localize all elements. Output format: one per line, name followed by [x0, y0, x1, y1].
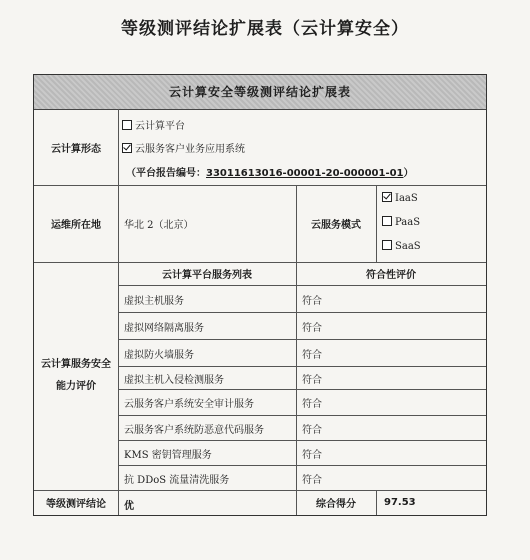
service-result: 符合 [302, 296, 322, 307]
service-name: 虚拟防火墙服务 [124, 350, 194, 361]
checkbox-checked-icon [122, 143, 132, 153]
checkbox-unchecked-icon [382, 216, 392, 226]
service-name: KMS 密钥管理服务 [124, 450, 212, 461]
capability-label: 云计算服务安全能力评价 [41, 359, 111, 392]
table-header: 云计算安全等级测评结论扩展表 [34, 75, 486, 110]
service-name: 虚拟网络隔离服务 [124, 323, 204, 334]
form-option-customer-system[interactable]: 云服务客户业务应用系统 [122, 140, 245, 155]
service-name: 抗 DDoS 流量清洗服务 [124, 475, 230, 486]
score-value: 97.53 [384, 497, 416, 508]
service-name: 云服务客户系统安全审计服务 [124, 399, 254, 410]
service-mode-label: 云服务模式 [311, 220, 361, 231]
checkbox-unchecked-icon [122, 120, 132, 130]
service-mode-saas[interactable]: SaaS [382, 240, 421, 252]
service-result: 符合 [302, 350, 322, 361]
conclusion-label: 等级测评结论 [46, 499, 106, 510]
service-result: 符合 [302, 425, 322, 436]
service-mode-paas[interactable]: PaaS [382, 216, 420, 228]
service-mode-iaas[interactable]: IaaS [382, 192, 418, 204]
service-list-header: 云计算平台服务列表 [162, 270, 252, 281]
conclusion-value: 优 [124, 501, 134, 512]
form-label: 云计算形态 [51, 143, 101, 155]
form-option-platform[interactable]: 云计算平台 [122, 117, 185, 132]
service-result: 符合 [302, 375, 322, 386]
document-title: 等级测评结论扩展表（云计算安全） [121, 19, 409, 39]
service-result: 符合 [302, 323, 322, 334]
assessment-table [33, 74, 487, 516]
service-result: 符合 [302, 450, 322, 461]
service-name: 虚拟主机入侵检测服务 [124, 375, 224, 386]
location-value: 华北 2（北京） [124, 220, 194, 231]
checkbox-unchecked-icon [382, 240, 392, 250]
location-label: 运维所在地 [51, 220, 101, 231]
checkbox-checked-icon [382, 192, 392, 202]
platform-report-number: （平台报告编号：33011613016-00001-20-000001-01） [126, 168, 414, 179]
service-result: 符合 [302, 399, 322, 410]
service-name: 虚拟主机服务 [124, 296, 184, 307]
service-name: 云服务客户系统防恶意代码服务 [124, 425, 264, 436]
score-label: 综合得分 [316, 499, 356, 510]
service-result: 符合 [302, 475, 322, 486]
conformity-header: 符合性评价 [366, 270, 416, 281]
